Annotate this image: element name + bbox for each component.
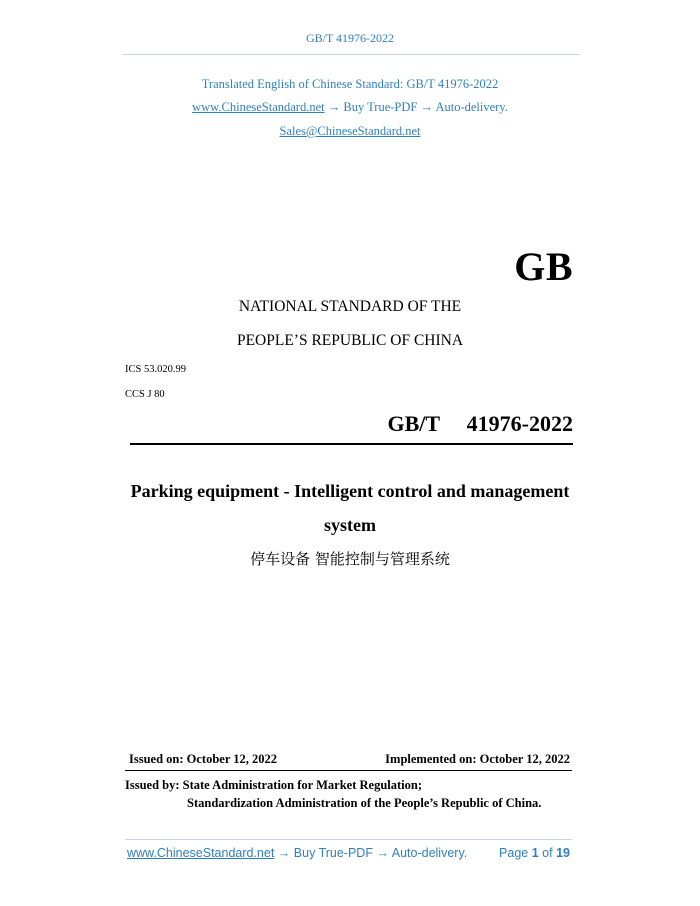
ics-code: ICS 53.020.99	[125, 364, 186, 375]
page-of-label: of	[542, 846, 553, 860]
standard-number-rule	[130, 443, 573, 445]
footer-delivery-text: Auto-delivery.	[391, 846, 468, 860]
translation-links	[0, 100, 700, 115]
standard-number: GB/T 41976-2022	[387, 411, 573, 436]
arrow-right-icon: →	[420, 100, 433, 114]
issued-by-line2: Standardization Administration of the People’s Republic of China.	[187, 796, 542, 810]
dates-divider	[125, 770, 572, 771]
page-label: Page	[499, 846, 529, 860]
page-indicator	[499, 846, 570, 860]
arrow-right-icon: →	[376, 846, 389, 860]
buy-true-pdf-text: Buy True-PDF	[343, 100, 418, 114]
translation-notice: Translated English of Chinese Standard: GB/T 41976-2022	[201, 77, 499, 91]
national-standard-line1: NATIONAL STANDARD OF THE	[238, 298, 462, 315]
auto-delivery-text: Auto-delivery.	[435, 100, 508, 114]
footer-divider	[125, 839, 572, 840]
title-line2: system	[324, 515, 376, 535]
issued-date: Issued on: October 12, 2022	[129, 752, 278, 766]
issued-by-line1: Issued by: State Administration for Market Regulation;	[125, 778, 422, 792]
page-total: 19	[556, 846, 570, 860]
footer-buy-text: Buy True-PDF	[293, 846, 373, 860]
sales-email-line	[0, 124, 700, 139]
footer-site-link[interactable]: www.ChineseStandard.net	[127, 846, 275, 860]
arrow-right-icon: →	[327, 100, 341, 114]
header-divider	[122, 54, 580, 55]
title-line1: Parking equipment - Intelligent control and management	[130, 481, 570, 501]
gb-mark: GB	[514, 244, 573, 289]
national-standard-line2: PEOPLE’S REPUBLIC OF CHINA	[236, 332, 464, 349]
page-current: 1	[531, 846, 539, 860]
header-standard-code: GB/T 41976-2022	[305, 31, 395, 45]
implemented-date: Implemented on: October 12, 2022	[385, 752, 570, 766]
sales-email-link[interactable]: Sales@ChineseStandard.net	[279, 124, 421, 138]
ccs-code: CCS J 80	[125, 389, 165, 400]
chinese-title: 停车设备 智能控制与管理系统	[250, 550, 450, 568]
arrow-right-icon: →	[277, 846, 291, 860]
footer-links	[127, 846, 467, 860]
chinesestandard-site-link[interactable]: www.ChineseStandard.net	[192, 100, 325, 114]
